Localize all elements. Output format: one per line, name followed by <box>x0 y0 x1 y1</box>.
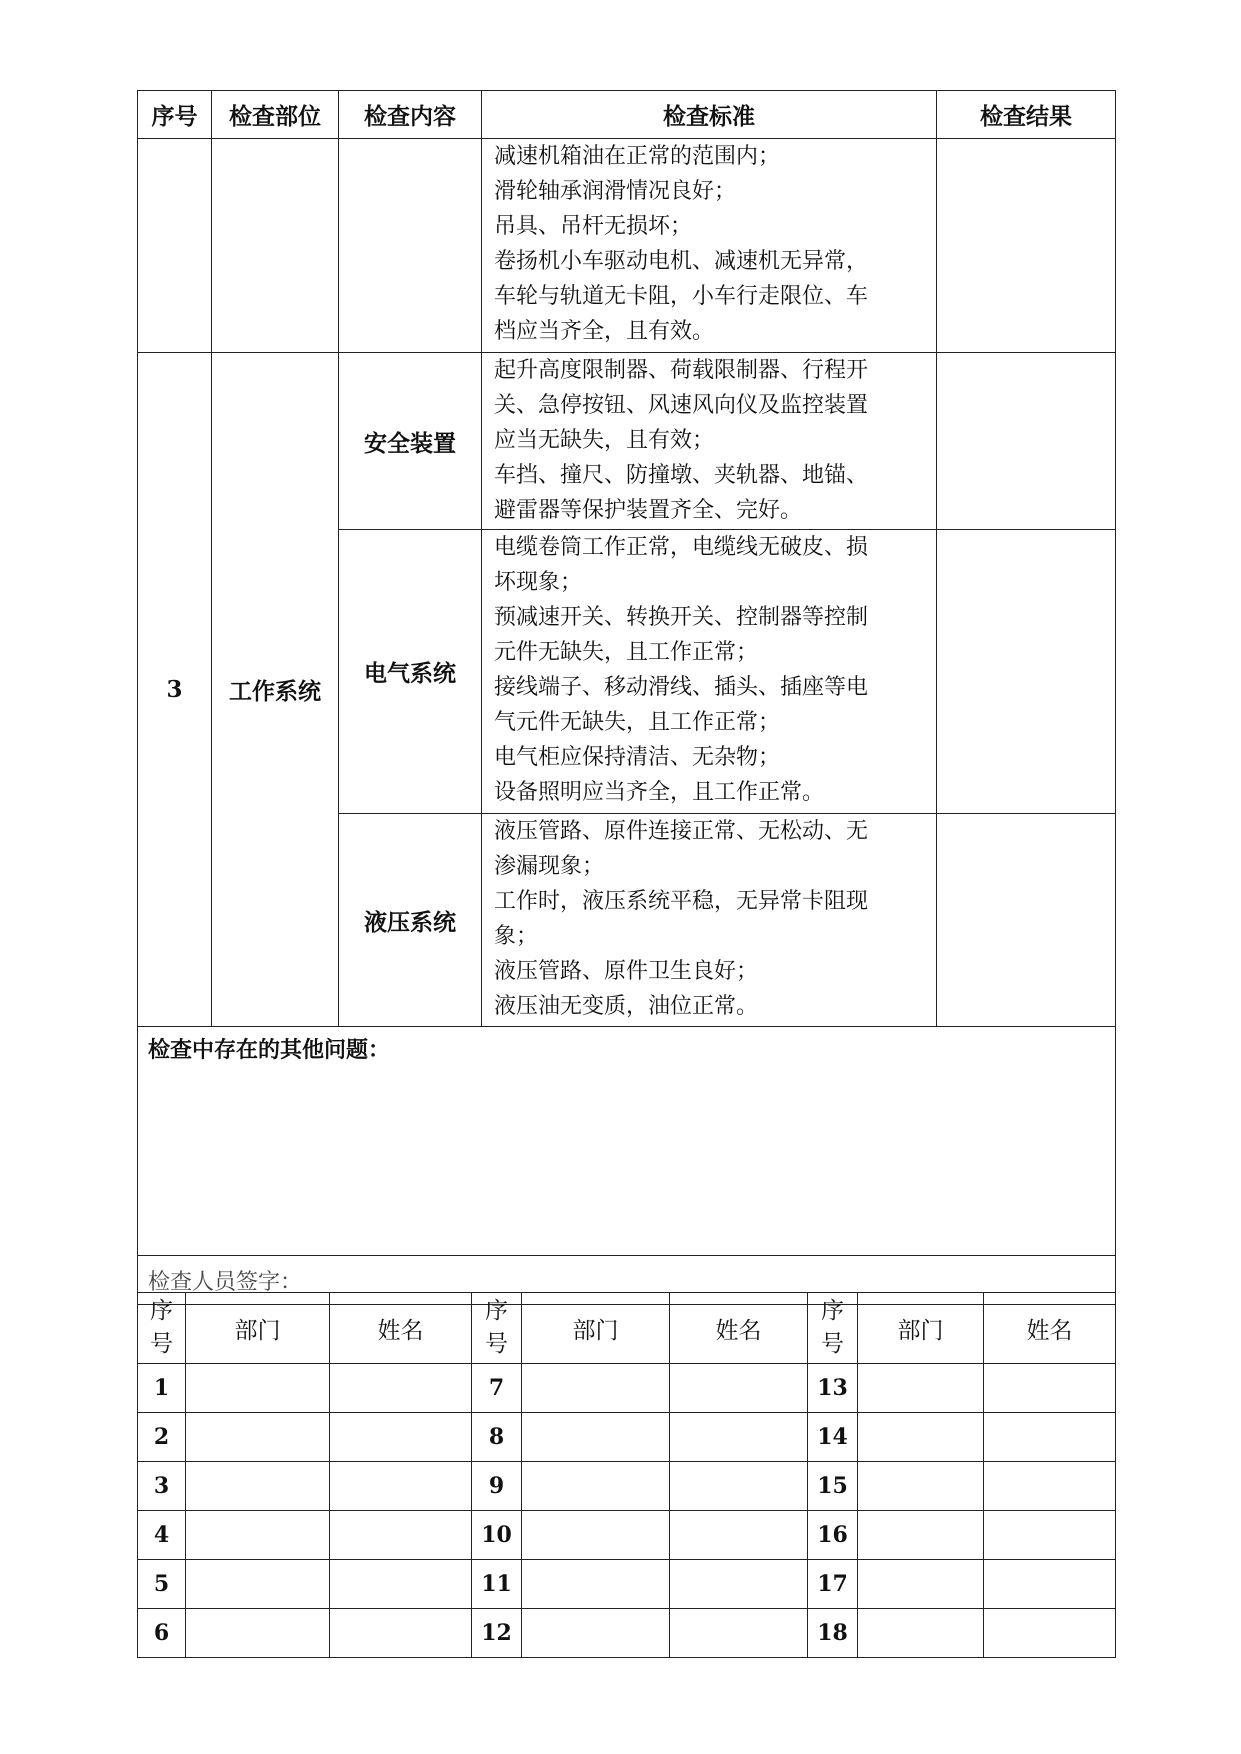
standard-line: 减速机箱油在正常的范围内； <box>494 144 781 169</box>
table-header-row <box>138 91 1116 139</box>
sig-seq: 18 <box>808 1609 858 1658</box>
sig-dept-cell[interactable] <box>186 1511 330 1560</box>
table-row <box>138 1511 1116 1560</box>
standard-line: 起升高度限制器、荷载限制器、行程开 <box>494 358 869 383</box>
standard-line: 液压管路、原件连接正常、无松动、无 <box>494 819 869 844</box>
standard-line: 工作时，液压系统平稳，无异常卡阻现 <box>494 889 869 914</box>
sig-seq: 15 <box>808 1462 858 1511</box>
standard-line: 设备照明应当齐全，且工作正常。 <box>494 780 825 805</box>
sig-dept-cell[interactable] <box>186 1413 330 1462</box>
table-row <box>138 1560 1116 1609</box>
standard-line: 渗漏现象； <box>494 854 605 879</box>
sig-seq: 16 <box>808 1511 858 1560</box>
cell-content-hydraulic: 液压系统 <box>339 814 482 1027</box>
sig-header-dept: 部门 <box>522 1293 670 1364</box>
standard-line: 吊具、吊杆无损坏； <box>494 214 693 239</box>
cell-part-work-system: 工作系统 <box>212 353 339 1027</box>
cell-result[interactable] <box>937 353 1116 530</box>
cell-standard-safety <box>482 353 937 530</box>
standard-line: 避雷器等保护装置齐全、完好。 <box>494 498 803 523</box>
sig-seq: 11 <box>472 1560 522 1609</box>
standard-line: 液压管路、原件卫生良好； <box>494 959 759 984</box>
sig-name-cell[interactable] <box>330 1511 472 1560</box>
table-row-continued <box>138 139 1116 353</box>
sig-name-cell[interactable] <box>984 1462 1116 1511</box>
sig-dept-cell[interactable] <box>858 1364 984 1413</box>
standard-line: 电气柜应保持清洁、无杂物； <box>494 745 781 770</box>
standard-line: 车挡、撞尺、防撞墩、夹轨器、地锚、 <box>494 463 869 488</box>
sig-seq: 7 <box>472 1364 522 1413</box>
table-row <box>138 1462 1116 1511</box>
standard-line: 气元件无缺失，且工作正常； <box>494 710 781 735</box>
sig-dept-cell[interactable] <box>522 1511 670 1560</box>
other-issues-cell[interactable] <box>138 1027 1116 1256</box>
sig-name-cell[interactable] <box>330 1364 472 1413</box>
sig-name-cell[interactable] <box>670 1462 808 1511</box>
sig-name-cell[interactable] <box>984 1511 1116 1560</box>
sig-name-cell[interactable] <box>984 1609 1116 1658</box>
standard-line: 象； <box>494 924 539 949</box>
header-result: 检查结果 <box>937 91 1116 139</box>
sig-dept-cell[interactable] <box>858 1413 984 1462</box>
standard-line: 卷扬机小车驱动电机、减速机无异常， <box>494 249 869 274</box>
sig-dept-cell[interactable] <box>186 1560 330 1609</box>
cell-seq-3: 3 <box>138 353 212 1027</box>
sig-header-name: 姓名 <box>330 1293 472 1364</box>
sig-seq: 3 <box>138 1462 186 1511</box>
inspection-table <box>137 90 1116 1305</box>
sig-seq: 12 <box>472 1609 522 1658</box>
sig-seq: 10 <box>472 1511 522 1560</box>
standard-line: 滑轮轴承润滑情况良好； <box>494 179 737 204</box>
sig-name-cell[interactable] <box>330 1609 472 1658</box>
sig-seq: 17 <box>808 1560 858 1609</box>
sig-seq: 14 <box>808 1413 858 1462</box>
sig-seq: 5 <box>138 1560 186 1609</box>
sig-dept-cell[interactable] <box>858 1511 984 1560</box>
sig-header-dept: 部门 <box>858 1293 984 1364</box>
sig-name-cell[interactable] <box>984 1364 1116 1413</box>
cell-content-empty <box>339 139 482 353</box>
sig-name-cell[interactable] <box>670 1560 808 1609</box>
sig-seq: 6 <box>138 1609 186 1658</box>
other-issues-label: 检查中存在的其他问题： <box>148 1037 391 1063</box>
standard-line: 电缆卷筒工作正常，电缆线无破皮、损 <box>494 535 869 560</box>
sig-seq: 13 <box>808 1364 858 1413</box>
header-part: 检查部位 <box>212 91 339 139</box>
cell-standard-electrical <box>482 530 937 814</box>
cell-standard-continued <box>482 139 937 353</box>
standard-line: 关、急停按钮、风速风向仪及监控装置 <box>494 393 869 418</box>
sig-header-seq: 序 号 <box>472 1293 522 1364</box>
table-row <box>138 1413 1116 1462</box>
sig-dept-cell[interactable] <box>186 1609 330 1658</box>
sig-dept-cell[interactable] <box>858 1462 984 1511</box>
sig-header-seq: 序 号 <box>138 1293 186 1364</box>
sig-seq: 2 <box>138 1413 186 1462</box>
sig-name-cell[interactable] <box>670 1511 808 1560</box>
table-row <box>138 1364 1116 1413</box>
sig-dept-cell[interactable] <box>522 1462 670 1511</box>
cell-result[interactable] <box>937 530 1116 814</box>
standard-line: 应当无缺失，且有效； <box>494 428 715 453</box>
signature-label: 检查人员签字： <box>138 1256 1116 1305</box>
sig-name-cell[interactable] <box>670 1364 808 1413</box>
sig-dept-cell[interactable] <box>522 1413 670 1462</box>
header-content: 检查内容 <box>339 91 482 139</box>
standard-line: 坏现象； <box>494 570 583 595</box>
sig-seq: 4 <box>138 1511 186 1560</box>
sig-seq: 1 <box>138 1364 186 1413</box>
standard-line: 档应当齐全，且有效。 <box>494 319 715 344</box>
sig-name-cell[interactable] <box>984 1560 1116 1609</box>
standard-line: 车轮与轨道无卡阻，小车行走限位、车 <box>494 284 869 309</box>
cell-part-empty <box>212 139 339 353</box>
sig-dept-cell[interactable] <box>522 1560 670 1609</box>
header-seq: 序号 <box>138 91 212 139</box>
sig-dept-cell[interactable] <box>186 1462 330 1511</box>
header-standard: 检查标准 <box>482 91 937 139</box>
cell-seq-empty <box>138 139 212 353</box>
signature-table <box>137 1292 1116 1658</box>
standard-line: 元件无缺失，且工作正常； <box>494 640 759 665</box>
cell-content-electrical: 电气系统 <box>339 530 482 814</box>
cell-standard-hydraulic <box>482 814 937 1027</box>
table-row <box>138 1609 1116 1658</box>
cell-result[interactable] <box>937 814 1116 1027</box>
sig-name-cell[interactable] <box>984 1413 1116 1462</box>
standard-line: 液压油无变质，油位正常。 <box>494 994 759 1019</box>
standard-line: 接线端子、移动滑线、插头、插座等电 <box>494 675 869 700</box>
sig-name-cell[interactable] <box>670 1609 808 1658</box>
sig-dept-cell[interactable] <box>858 1609 984 1658</box>
sig-header-dept: 部门 <box>186 1293 330 1364</box>
sig-dept-cell[interactable] <box>186 1364 330 1413</box>
sig-name-cell[interactable] <box>330 1413 472 1462</box>
standard-line: 预减速开关、转换开关、控制器等控制 <box>494 605 869 630</box>
sig-name-cell[interactable] <box>670 1413 808 1462</box>
other-issues-row <box>138 1027 1116 1256</box>
sig-header-seq: 序 号 <box>808 1293 858 1364</box>
sig-name-cell[interactable] <box>330 1462 472 1511</box>
signature-header-row <box>138 1293 1116 1364</box>
sig-dept-cell[interactable] <box>858 1560 984 1609</box>
cell-content-safety: 安全装置 <box>339 353 482 530</box>
sig-header-name: 姓名 <box>670 1293 808 1364</box>
sig-name-cell[interactable] <box>330 1560 472 1609</box>
sig-seq: 8 <box>472 1413 522 1462</box>
cell-result[interactable] <box>937 139 1116 353</box>
sig-header-name: 姓名 <box>984 1293 1116 1364</box>
sig-dept-cell[interactable] <box>522 1364 670 1413</box>
sig-dept-cell[interactable] <box>522 1609 670 1658</box>
table-row-safety <box>138 353 1116 530</box>
sig-seq: 9 <box>472 1462 522 1511</box>
